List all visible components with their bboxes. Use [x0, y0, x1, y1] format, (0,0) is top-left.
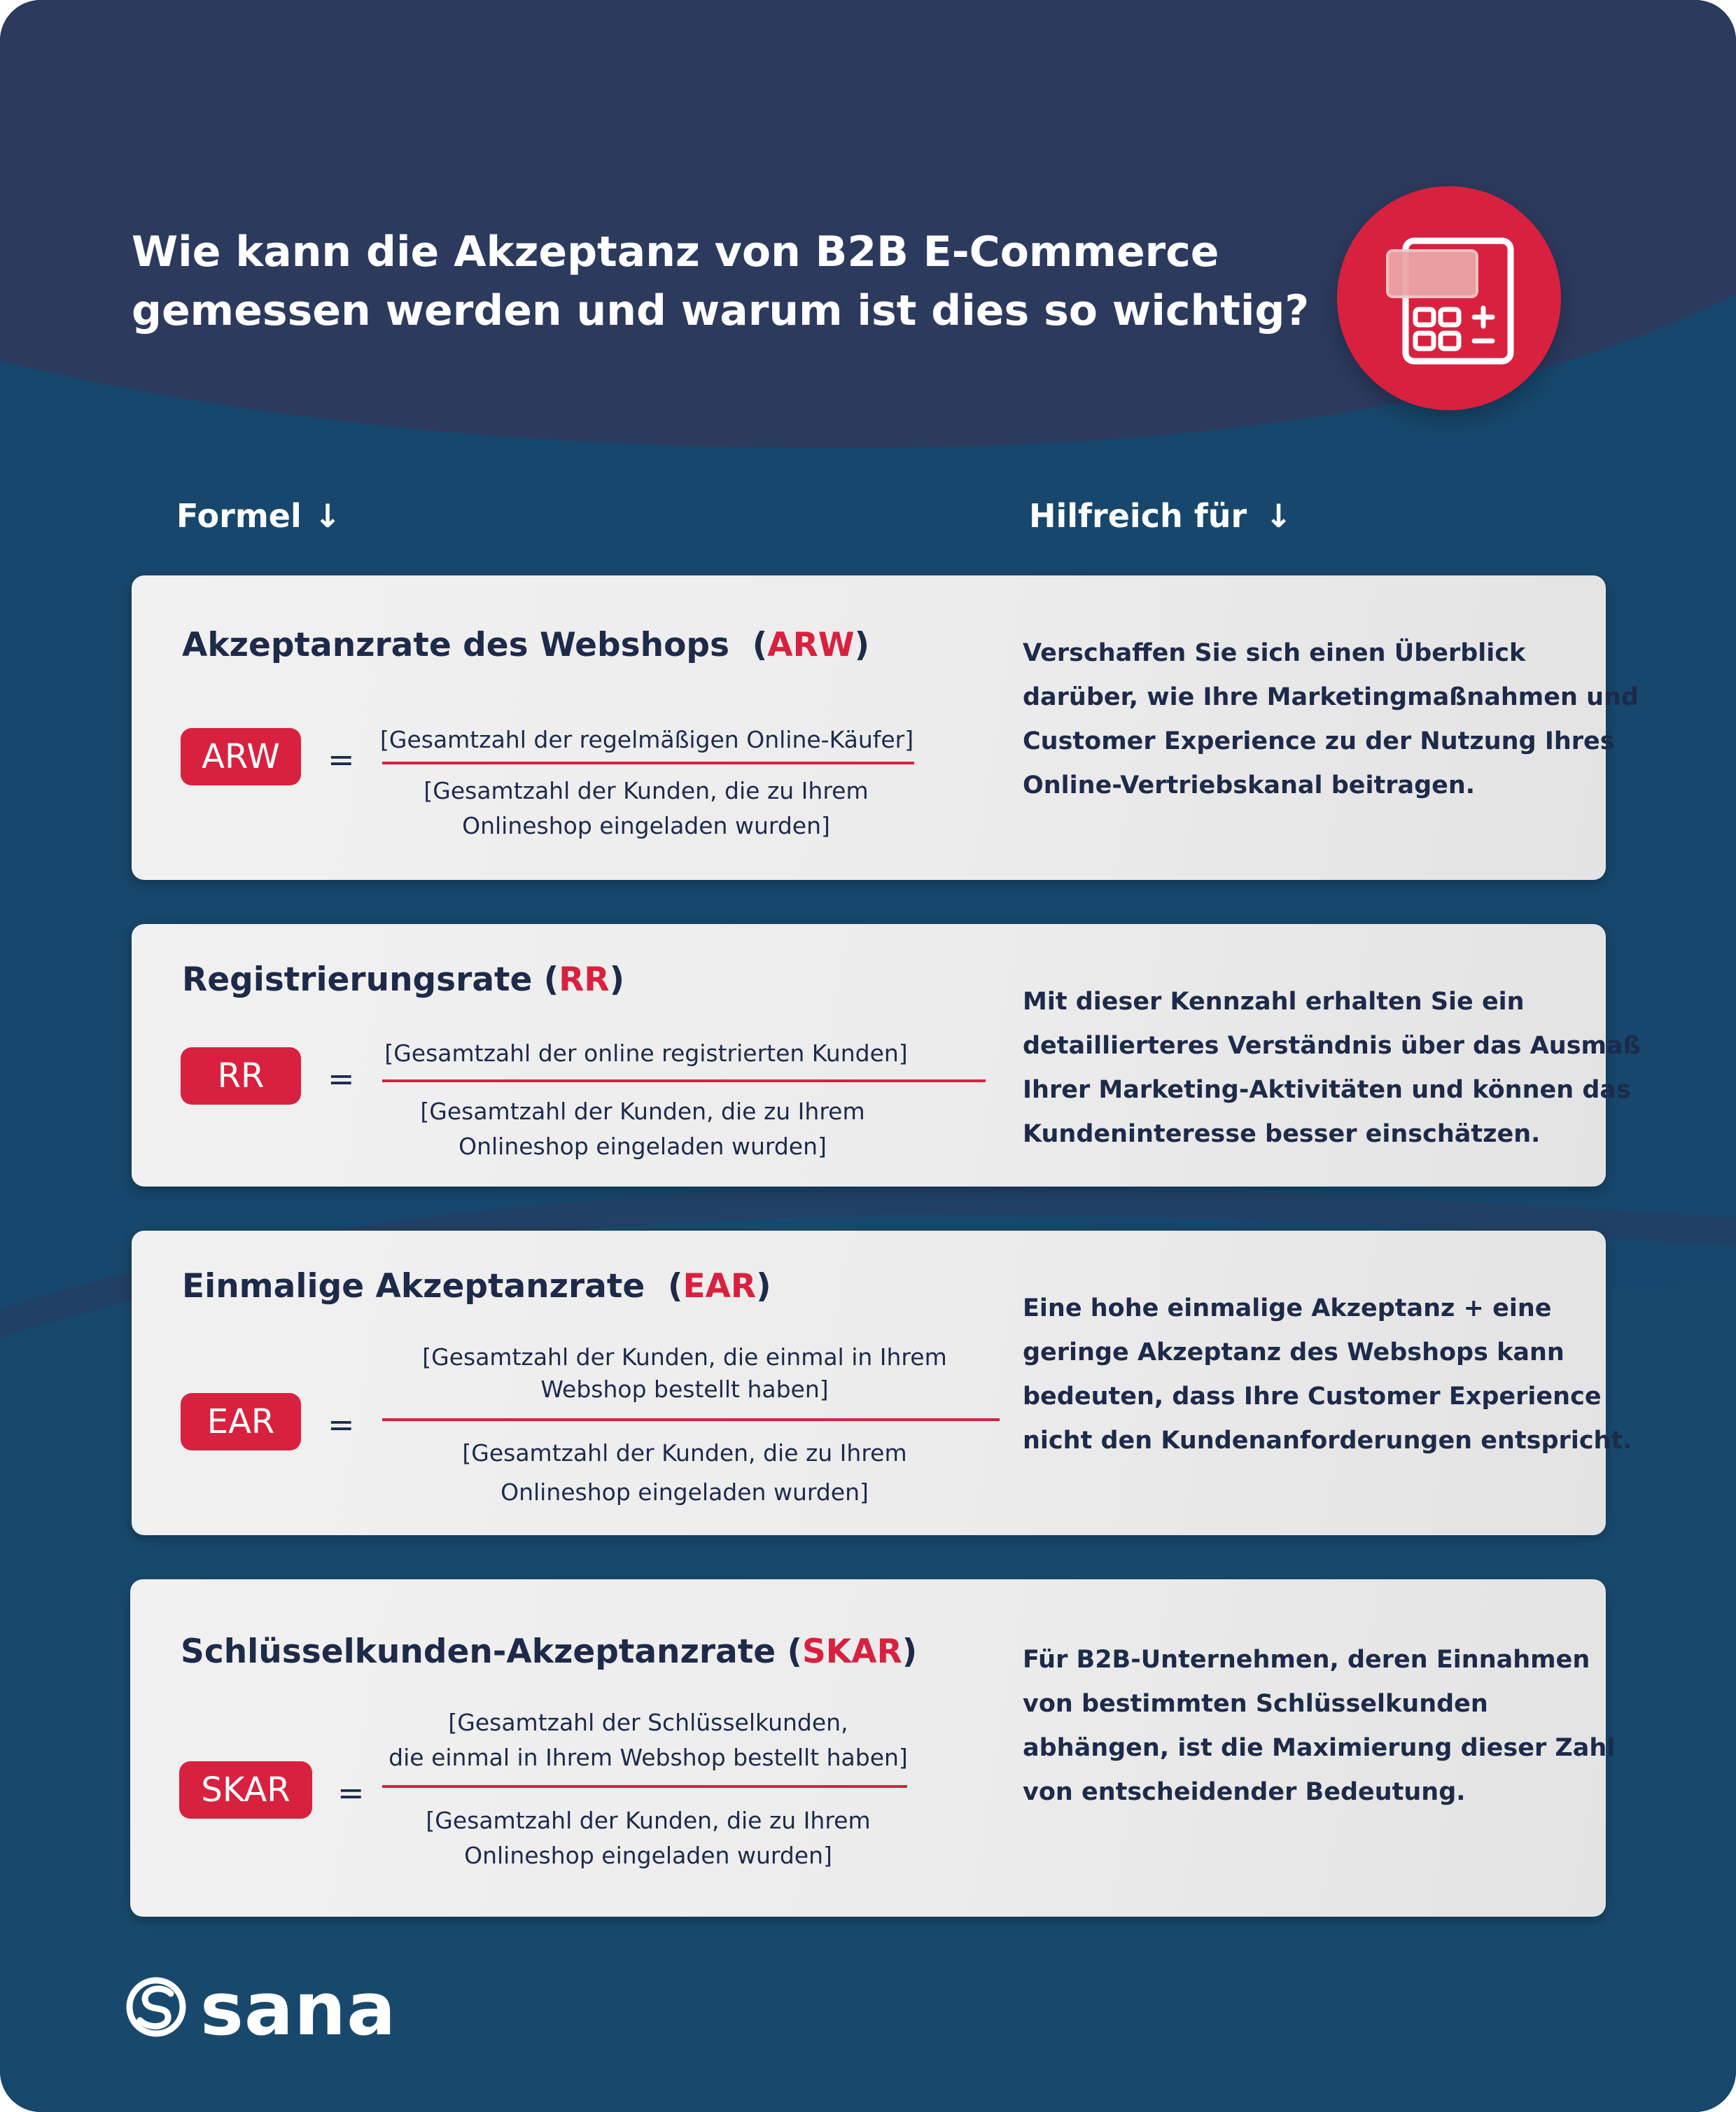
metric-acronym: ARW [767, 626, 855, 664]
numerator-line: die einmal in Ihrem Webshop bestellt haben] [388, 1744, 908, 1771]
formula-denominator [380, 774, 912, 844]
description-line: Ihrer Marketing-Aktivitäten und können das [1023, 1076, 1631, 1104]
equals-sign: = [337, 1774, 365, 1812]
formula-badge: EAR [181, 1393, 301, 1450]
description-line: detaillierteres Verständnis über das Ausmaß [1023, 1032, 1641, 1060]
fraction-line [382, 762, 914, 764]
metric-acronym: RR [559, 960, 610, 999]
denominator-line: Onlineshop eingeladen wurden] [464, 1842, 832, 1869]
description-line: Customer Experience zu der Nutzung Ihres [1023, 727, 1615, 755]
formula-denominator [412, 1434, 958, 1512]
formula-numerator [384, 1036, 909, 1071]
metric-name: Akzeptanzrate des Webshops [182, 626, 729, 664]
equals-sign: = [328, 1406, 355, 1443]
formula-badge: ARW [181, 728, 301, 785]
equals-sign: = [328, 741, 355, 778]
formula-badge: RR [181, 1047, 301, 1105]
denominator-line: [Gesamtzahl der Kunden, die zu Ihrem [426, 1807, 871, 1834]
metric-card-skar [130, 1579, 1616, 1917]
card-description [1023, 631, 1639, 808]
sana-logo-icon [125, 1975, 188, 2038]
numerator-line: [Gesamtzahl der Kunden, die einmal in Ihrem [422, 1343, 947, 1371]
metric-card-arw [132, 575, 1639, 880]
formula-numerator [375, 1705, 921, 1775]
card-title: Schlüsselkunden-Akzeptanzrate (SKAR) [181, 1632, 918, 1671]
description-line: bedeuten, dass Ihre Customer Experience [1023, 1383, 1602, 1411]
formula-badge: SKAR [179, 1761, 312, 1819]
metric-card-rr [132, 924, 1641, 1187]
denominator-line: [Gesamtzahl der Kunden, die zu Ihrem [462, 1439, 907, 1467]
description-line: Kundeninteresse besser einschätzen. [1023, 1120, 1541, 1148]
column-heading-helpful [1029, 497, 1292, 535]
calculator-badge [1337, 186, 1561, 410]
description-line: Für B2B-Unternehmen, deren Einnahmen [1023, 1646, 1590, 1674]
metric-name: Schlüsselkunden-Akzeptanzrate [181, 1632, 776, 1671]
page-title [132, 223, 1310, 340]
description-line: abhängen, ist die Maximierung dieser Zahl [1023, 1734, 1616, 1762]
formula-denominator [377, 1094, 909, 1164]
description-line: darüber, wie Ihre Marketingmaßnahmen und [1023, 683, 1639, 711]
sana-logo-text: sana [200, 1966, 397, 2052]
denominator-line: Onlineshop eingeladen wurden] [462, 812, 830, 839]
column-heading-label: Hilfreich für [1029, 497, 1247, 535]
fraction-line [382, 1785, 907, 1788]
arrow-down-icon: ↓ [314, 497, 342, 535]
description-line: Mit dieser Kennzahl erhalten Sie ein [1023, 988, 1525, 1016]
card-description [1023, 980, 1641, 1156]
numerator-line: [Gesamtzahl der Schlüsselkunden, [448, 1709, 848, 1736]
column-heading-label: Formel [176, 497, 302, 535]
denominator-line: Onlineshop eingeladen wurden] [500, 1478, 869, 1506]
description-line: von bestimmten Schlüsselkunden [1023, 1690, 1488, 1718]
card-title: Akzeptanzrate des Webshops (ARW) [182, 626, 870, 664]
arrow-down-icon: ↓ [1265, 497, 1292, 535]
description-line: Eine hohe einmalige Akzeptanz + eine [1023, 1294, 1552, 1322]
metric-name: Einmalige Akzeptanzrate [182, 1267, 645, 1306]
denominator-line: Onlineshop eingeladen wurden] [458, 1133, 827, 1160]
description-line: Online-Vertriebskanal beitragen. [1023, 771, 1476, 799]
denominator-line: [Gesamtzahl der Kunden, die zu Ihrem [424, 777, 869, 804]
card-description [1023, 1638, 1616, 1814]
description-line: nicht den Kundenanforderungen entspricht. [1023, 1427, 1632, 1455]
formula-denominator [375, 1803, 921, 1873]
metric-acronym: SKAR [802, 1632, 902, 1671]
title-line: Wie kann die Akzeptanz von B2B E-Commerce [132, 228, 1219, 277]
numerator-line: Webshop bestellt haben] [540, 1376, 829, 1403]
formula-numerator [412, 1341, 958, 1406]
description-line: Verschaffen Sie sich einen Überblick [1023, 639, 1526, 667]
formula-numerator [380, 722, 912, 757]
card-title: Einmalige Akzeptanzrate (EAR) [182, 1267, 771, 1306]
description-line: von entscheidender Bedeutung. [1023, 1778, 1466, 1806]
fraction-line [382, 1418, 1000, 1421]
card-title: Registrierungsrate (RR) [182, 960, 625, 999]
numerator-line: [Gesamtzahl der regelmäßigen Online-Käufer] [380, 726, 914, 753]
equals-sign: = [328, 1060, 355, 1098]
calculator-icon [1337, 186, 1561, 410]
denominator-line: [Gesamtzahl der Kunden, die zu Ihrem [420, 1098, 865, 1125]
fraction-line [382, 1079, 986, 1082]
card-description [1023, 1287, 1632, 1463]
metric-acronym: EAR [682, 1267, 757, 1306]
numerator-line: [Gesamtzahl der online registrierten Kunden] [384, 1040, 908, 1067]
description-line: geringe Akzeptanz des Webshops kann [1023, 1338, 1564, 1366]
column-heading-formula [176, 497, 341, 535]
metric-card-ear [132, 1231, 1632, 1535]
title-line: gemessen werden und warum ist dies so wichtig? [132, 286, 1310, 335]
metric-name: Registrierungsrate [182, 960, 533, 999]
